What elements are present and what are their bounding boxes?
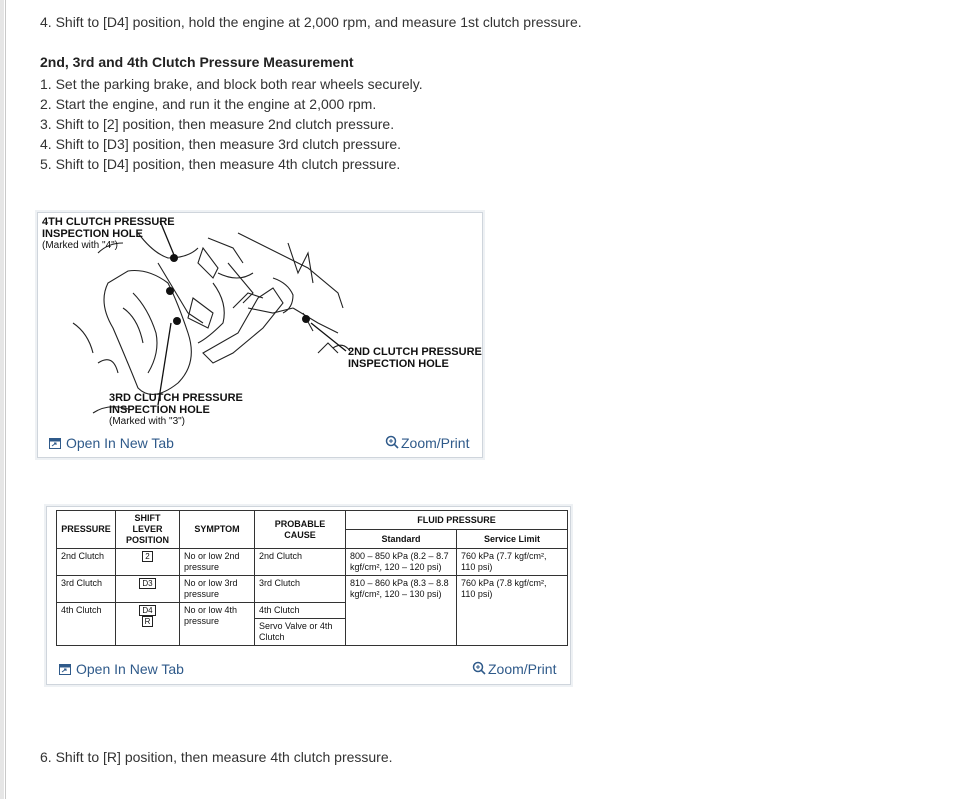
header-standard: Standard bbox=[346, 530, 457, 549]
zoom-print-link[interactable] bbox=[385, 435, 469, 451]
cell-cause: 3rd Clutch bbox=[255, 576, 346, 603]
cell-cause: 4th Clutch bbox=[259, 605, 300, 615]
left-border-line bbox=[5, 0, 6, 799]
cell-standard: 800 – 850 kPa (8.2 – 8.7 kgf/cm², 120 – 120 psi) bbox=[346, 549, 457, 576]
fluid-pressure-table bbox=[56, 510, 568, 646]
fluid-pressure-spec-figure bbox=[46, 506, 571, 685]
header-symptom: SYMPTOM bbox=[180, 511, 255, 549]
open-new-tab-label: Open In New Tab bbox=[76, 661, 184, 677]
step-4-1st-clutch: 4. Shift to [D4] position, hold the engine at 2,000 rpm, and measure 1st clutch pressure. bbox=[40, 14, 582, 30]
zoom-icon bbox=[472, 661, 486, 675]
section-heading: 2nd, 3rd and 4th Clutch Pressure Measurement bbox=[40, 54, 354, 70]
header-probable-cause: PROBABLE CAUSE bbox=[255, 511, 346, 549]
cell-position: D4 bbox=[139, 605, 155, 616]
cell-limit: 760 kPa (7.7 kgf/cm², 110 psi) bbox=[457, 549, 568, 576]
table-row bbox=[57, 576, 568, 603]
open-new-tab-link[interactable] bbox=[59, 661, 184, 677]
step-item: 3. Shift to [2] position, then measure 2nd clutch pressure. bbox=[40, 116, 395, 132]
cell-cause: 2nd Clutch bbox=[255, 549, 346, 576]
zoom-print-link[interactable] bbox=[472, 661, 556, 677]
table-row bbox=[57, 549, 568, 576]
label-4th-clutch: 4TH CLUTCH PRESSURE bbox=[42, 216, 175, 228]
zoom-icon bbox=[385, 435, 399, 449]
cell-pressure: 4th Clutch bbox=[57, 603, 116, 646]
header-pressure: PRESSURE bbox=[57, 511, 116, 549]
cell-pressure: 2nd Clutch bbox=[57, 549, 116, 576]
cell-symptom: No or low 2nd pressure bbox=[180, 549, 255, 576]
step-item: 4. Shift to [D3] position, then measure 3rd clutch pressure. bbox=[40, 136, 402, 152]
cell-position: 2 bbox=[142, 551, 152, 562]
clutch-inspection-diagram bbox=[37, 212, 483, 458]
step-item: 5. Shift to [D4] position, then measure 4th clutch pressure. bbox=[40, 156, 401, 172]
label-4th-marked: (Marked with "4") bbox=[42, 240, 119, 251]
cell-limit: 760 kPa (7.8 kgf/cm², 110 psi) bbox=[457, 576, 568, 646]
label-3rd-inspection-hole: INSPECTION HOLE bbox=[109, 404, 210, 416]
label-3rd-clutch: 3RD CLUTCH PRESSURE bbox=[109, 392, 243, 404]
cell-position-r: R bbox=[142, 616, 154, 627]
cell-cause-2: Servo Valve or 4th Clutch bbox=[255, 618, 345, 643]
cell-pressure: 3rd Clutch bbox=[57, 576, 116, 603]
open-new-tab-icon bbox=[49, 438, 61, 449]
open-new-tab-link[interactable] bbox=[49, 435, 174, 451]
header-fluid-pressure: FLUID PRESSURE bbox=[346, 511, 568, 530]
left-border bbox=[0, 0, 4, 799]
open-new-tab-icon bbox=[59, 664, 71, 675]
cell-symptom: No or low 4th pressure bbox=[180, 603, 255, 646]
label-2nd-inspection-hole: INSPECTION HOLE bbox=[348, 358, 449, 370]
label-2nd-clutch: 2ND CLUTCH PRESSURE bbox=[348, 346, 482, 358]
step-item: 2. Start the engine, and run it the engine at 2,000 rpm. bbox=[40, 96, 377, 112]
zoom-print-label: Zoom/Print bbox=[488, 661, 557, 677]
cell-standard: 810 – 860 kPa (8.3 – 8.8 kgf/cm², 120 – 130 psi) bbox=[346, 576, 457, 646]
label-4th-inspection-hole: INSPECTION HOLE bbox=[42, 228, 143, 240]
label-3rd-marked: (Marked with "3") bbox=[109, 416, 186, 427]
header-shift-lever: SHIFT LEVER POSITION bbox=[116, 511, 180, 549]
step-6-r-position: 6. Shift to [R] position, then measure 4th clutch pressure. bbox=[40, 749, 393, 765]
cell-position: D3 bbox=[139, 578, 155, 589]
header-service-limit: Service Limit bbox=[457, 530, 568, 549]
open-new-tab-label: Open In New Tab bbox=[66, 435, 174, 451]
steps-list bbox=[40, 74, 423, 174]
cell-symptom: No or low 3rd pressure bbox=[180, 576, 255, 603]
zoom-print-label: Zoom/Print bbox=[401, 435, 470, 451]
step-item: 1. Set the parking brake, and block both rear wheels securely. bbox=[40, 76, 423, 92]
